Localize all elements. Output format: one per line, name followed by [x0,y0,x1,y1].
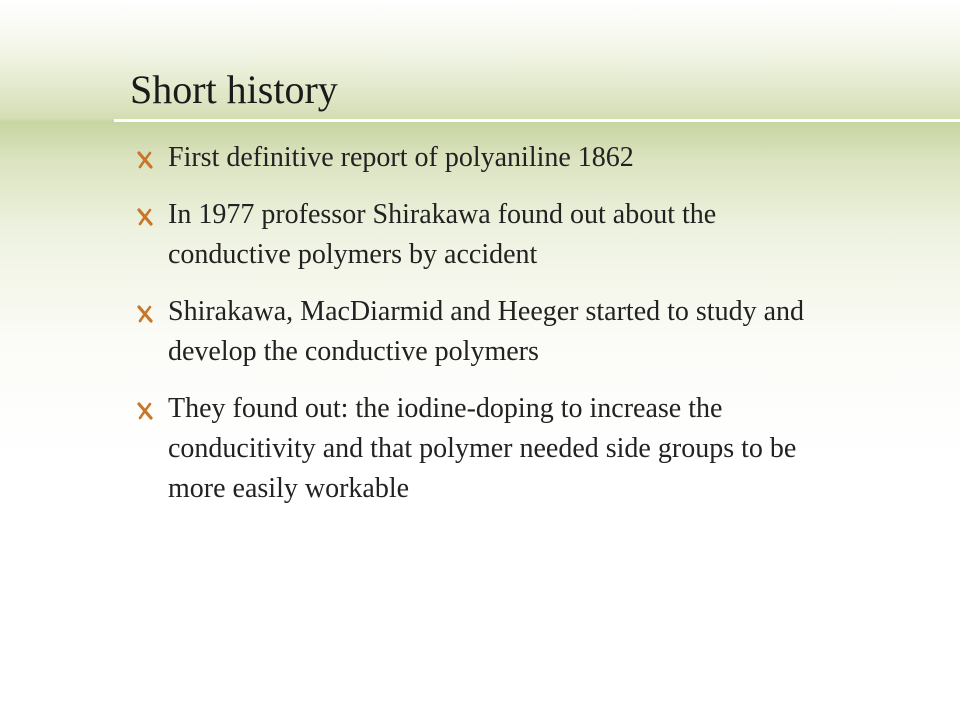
cross-mark-icon [136,304,154,324]
bullet-item [136,389,816,509]
cross-mark-icon [136,401,154,421]
bullet-text: First definitive report of polyaniline 1862 [168,142,634,173]
bullet-item [136,292,816,372]
slide-title: Short history [130,67,338,112]
bullet-text: Shirakawa, MacDiarmid and Heeger started to study and develop the conductive polymers [168,296,805,367]
bullet-text: In 1977 professor Shirakawa found out about the conductive polymers by accident [168,199,717,270]
bullet-text: They found out: the iodine-doping to increase the conducitivity and that polymer needed side groups to be more easily workable [168,393,797,504]
cross-mark-icon [136,207,154,227]
bullet-item [136,138,816,178]
bullet-item [136,195,816,275]
title-divider [114,119,960,122]
bullet-list [136,138,816,526]
cross-mark-icon [136,150,154,170]
